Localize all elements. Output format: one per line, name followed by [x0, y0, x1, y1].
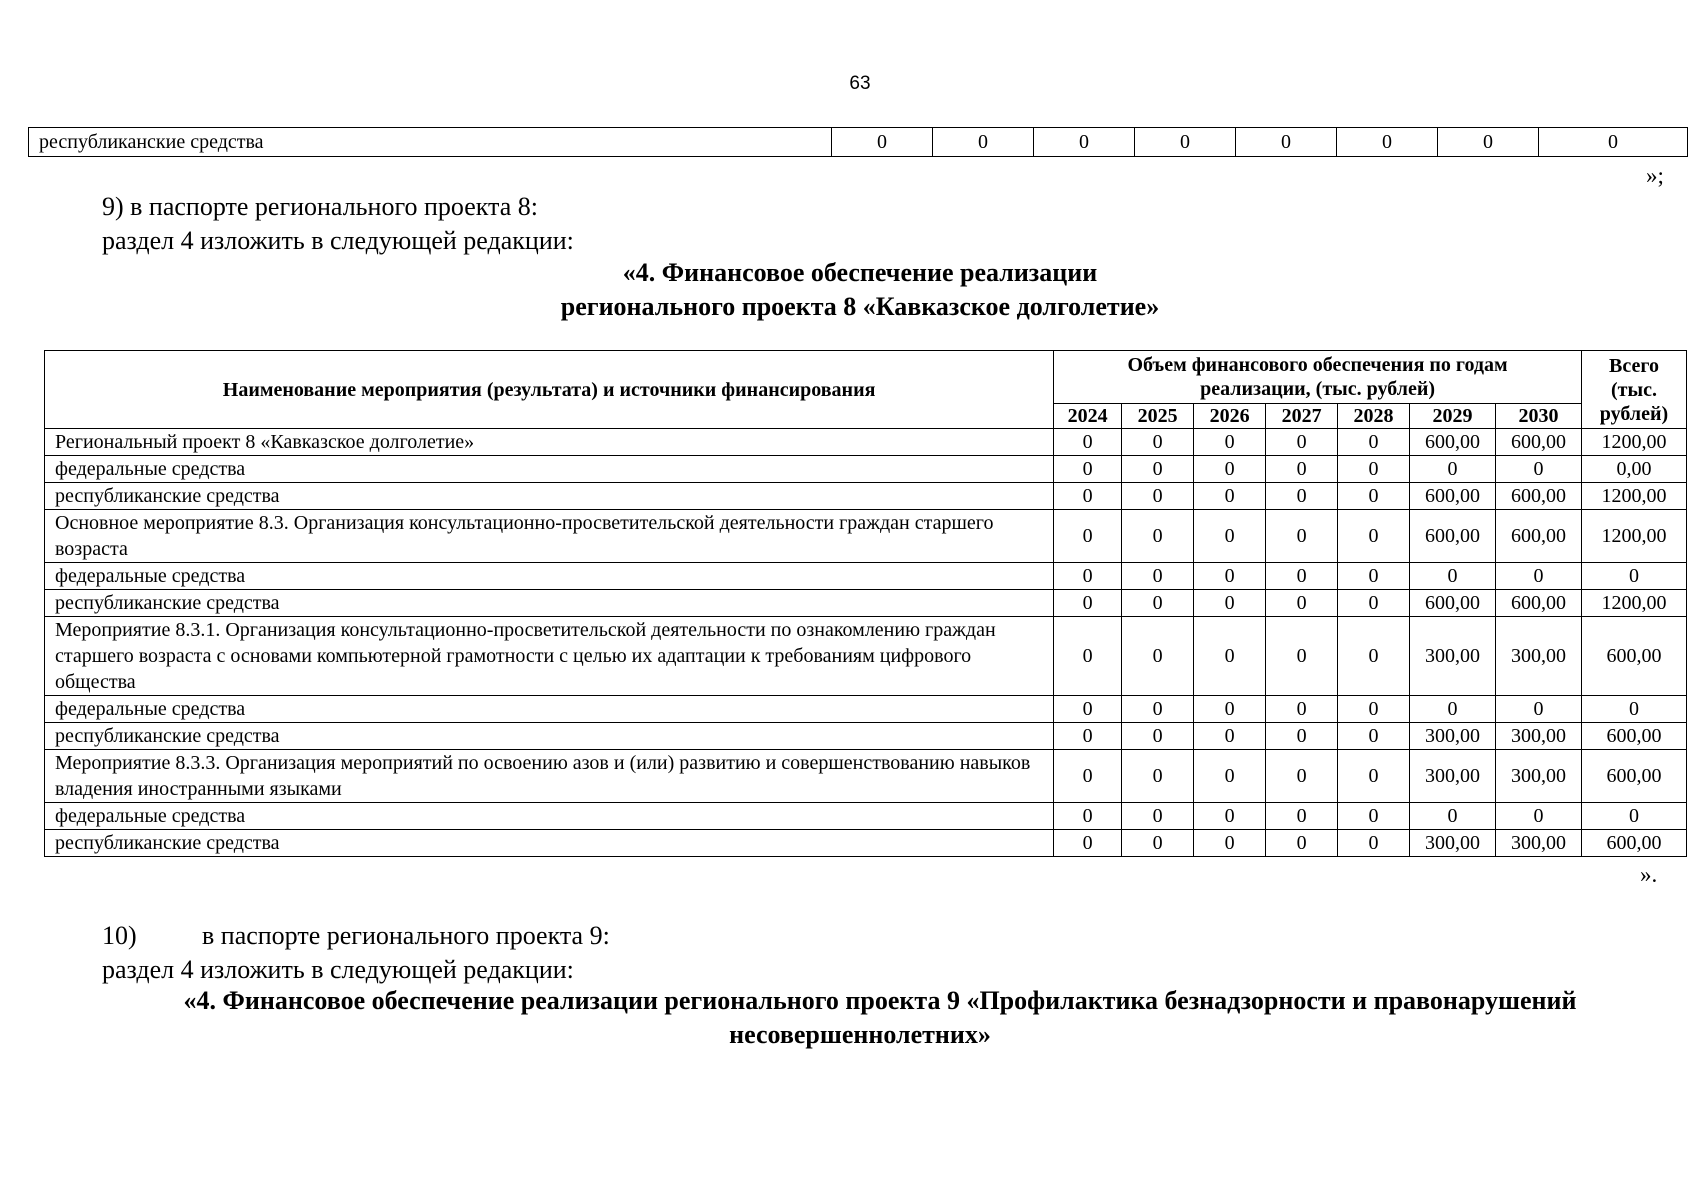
table-cell: 0 [1054, 456, 1122, 483]
table-cell: 0 [1122, 830, 1194, 857]
table-cell: 0 [1496, 803, 1582, 830]
row-name: федеральные средства [45, 696, 1054, 723]
table-cell: 0 [1054, 696, 1122, 723]
table-cell: 600,00 [1410, 590, 1496, 617]
table-cell: 0 [1122, 750, 1194, 803]
table-cell: 0 [1496, 696, 1582, 723]
table-cell: 0 [1338, 803, 1410, 830]
table-row [45, 723, 1687, 750]
table-cell: 0 [1266, 456, 1338, 483]
table-cell: 0 [1034, 128, 1135, 157]
year-header: 2030 [1496, 404, 1582, 429]
row-name: республиканские средства [45, 590, 1054, 617]
row-name: республиканские средства [45, 830, 1054, 857]
table-cell: 0 [1054, 617, 1122, 696]
financing-table [44, 350, 1687, 857]
table-row [45, 830, 1687, 857]
row-name: федеральные средства [45, 563, 1054, 590]
table-cell: 0 [1054, 429, 1122, 456]
table-cell: 0 [1266, 750, 1338, 803]
table-cell: 0 [1338, 483, 1410, 510]
table-cell: 600,00 [1581, 830, 1686, 857]
year-header: 2028 [1338, 404, 1410, 429]
paragraph-10-line1 [102, 919, 610, 953]
paragraph-10-line2: раздел 4 изложить в следующей редакции: [102, 955, 574, 984]
table-cell: 0 [1338, 617, 1410, 696]
table-cell: 600,00 [1496, 483, 1582, 510]
table-cell: 0 [1135, 128, 1236, 157]
table-cell: 0 [1337, 128, 1438, 157]
table-cell: 600,00 [1581, 723, 1686, 750]
table-cell: 600,00 [1410, 510, 1496, 563]
column-header-name: Наименование мероприятия (результата) и источники финансирования [45, 351, 1054, 429]
table-row [45, 429, 1687, 456]
table-cell: 0,00 [1581, 456, 1686, 483]
year-header: 2025 [1122, 404, 1194, 429]
table-cell: 0 [1338, 696, 1410, 723]
table-cell: 1200,00 [1581, 483, 1686, 510]
table-header-row [45, 351, 1687, 404]
table-row [45, 696, 1687, 723]
table-cell: 0 [1194, 696, 1266, 723]
table-cell: 0 [1122, 429, 1194, 456]
table-row [45, 483, 1687, 510]
table-cell: 0 [1122, 563, 1194, 590]
table-cell: 0 [1054, 483, 1122, 510]
row-name: Мероприятие 8.3.3. Организация мероприятий по освоению азов и (или) развитию и совершенствованию навыков владения иностранными языками [45, 750, 1054, 803]
column-header-total: Всего (тыс. рублей) [1581, 351, 1686, 429]
table-cell: 0 [1338, 563, 1410, 590]
row-name: Мероприятие 8.3.1. Организация консультационно-просветительской деятельности по ознакомлению граждан старшего возраста с основами компьютерной грамотности с целью их адаптации к требованиям цифрового общества [45, 617, 1054, 696]
table-cell: 300,00 [1496, 617, 1582, 696]
table-cell: 0 [832, 128, 933, 157]
table-cell: 0 [1581, 803, 1686, 830]
year-header: 2029 [1410, 404, 1496, 429]
table-row [45, 803, 1687, 830]
table-cell: 0 [1338, 590, 1410, 617]
table-cell: 0 [1410, 803, 1496, 830]
section-heading-9-line2: несовершеннолетних» [729, 1020, 991, 1049]
table-cell: 0 [1581, 563, 1686, 590]
table-cell: 0 [933, 128, 1034, 157]
table-cell: 300,00 [1410, 723, 1496, 750]
closing-quote: ». [1640, 862, 1658, 887]
row-name: республиканские средства [45, 483, 1054, 510]
closing-quote: »; [1646, 163, 1664, 188]
table-cell: 0 [1194, 456, 1266, 483]
table-cell: 0 [1496, 563, 1582, 590]
table-cell: 0 [1194, 803, 1266, 830]
table-cell: 0 [1266, 617, 1338, 696]
row-label: республиканские средства [29, 128, 832, 157]
table-cell: 0 [1496, 456, 1582, 483]
table-cell: 0 [1266, 696, 1338, 723]
paragraph-9-line2: раздел 4 изложить в следующей редакции: [102, 226, 574, 255]
table-cell: 0 [1194, 590, 1266, 617]
table-cell: 600,00 [1410, 429, 1496, 456]
table-cell: 0 [1194, 617, 1266, 696]
table-cell: 600,00 [1496, 510, 1582, 563]
row-name: федеральные средства [45, 803, 1054, 830]
paragraph-9-line1: 9) в паспорте регионального проекта 8: [102, 192, 538, 221]
table-cell: 0 [1122, 483, 1194, 510]
table-cell: 0 [1122, 617, 1194, 696]
paragraph-10-text: в паспорте регионального проекта 9: [202, 921, 610, 950]
table-cell: 600,00 [1581, 617, 1686, 696]
heading-prefix: «4 [622, 258, 649, 287]
year-header: 2026 [1194, 404, 1266, 429]
table-cell: 300,00 [1410, 830, 1496, 857]
table-cell: 0 [1194, 563, 1266, 590]
table-cell: 0 [1266, 803, 1338, 830]
table-cell: 0 [1266, 590, 1338, 617]
table-cell: 0 [1539, 128, 1688, 157]
table-row [45, 456, 1687, 483]
table-cell: 600,00 [1496, 429, 1582, 456]
table-cell: 0 [1438, 128, 1539, 157]
table-cell: 0 [1338, 510, 1410, 563]
section-heading-9: «4. Финансовое обеспечение реализации регионального проекта 9 «Профилактика безнадзорности и правонарушений [183, 986, 1577, 1015]
row-name: Основное мероприятие 8.3. Организация консультационно-просветительской деятельности граждан старшего возраста [45, 510, 1054, 563]
table-cell: 0 [1236, 128, 1337, 157]
table-cell: 300,00 [1410, 750, 1496, 803]
table-cell: 0 [1410, 456, 1496, 483]
table-cell: 300,00 [1496, 723, 1582, 750]
table-cell: 0 [1122, 696, 1194, 723]
table-cell: 0 [1122, 723, 1194, 750]
table-cell: 0 [1266, 483, 1338, 510]
table-cell: 0 [1054, 830, 1122, 857]
table-row [45, 617, 1687, 696]
table-cell: 0 [1338, 750, 1410, 803]
table-cell: 0 [1266, 563, 1338, 590]
table-cell: 600,00 [1410, 483, 1496, 510]
table-cell: 0 [1054, 590, 1122, 617]
continued-table-tail [28, 127, 1688, 157]
table-cell: 0 [1194, 510, 1266, 563]
table-cell: 300,00 [1496, 830, 1582, 857]
table-cell: 0 [1194, 750, 1266, 803]
table-row [45, 750, 1687, 803]
table-row [45, 510, 1687, 563]
table-row [29, 128, 1688, 157]
table-cell: 0 [1266, 830, 1338, 857]
table-cell: 0 [1054, 563, 1122, 590]
table-cell: 300,00 [1410, 617, 1496, 696]
column-header-volume: Объем финансового обеспечения по годам реализации, (тыс. рублей) [1054, 351, 1582, 404]
table-cell: 0 [1410, 563, 1496, 590]
table-cell: 0 [1054, 750, 1122, 803]
table-cell: 0 [1266, 723, 1338, 750]
page-number: 63 [849, 73, 871, 94]
table-cell: 0 [1338, 830, 1410, 857]
paragraph-10-number: 10) [102, 921, 137, 950]
heading-line1: . Финансовое обеспечение реализации [648, 258, 1098, 287]
table-row [45, 590, 1687, 617]
table-cell: 0 [1194, 483, 1266, 510]
table-cell: 600,00 [1496, 590, 1582, 617]
table-cell: 1200,00 [1581, 590, 1686, 617]
table-cell: 0 [1410, 696, 1496, 723]
table-cell: 0 [1194, 429, 1266, 456]
table-cell: 0 [1338, 456, 1410, 483]
year-header: 2027 [1266, 404, 1338, 429]
row-name: федеральные средства [45, 456, 1054, 483]
row-name: республиканские средства [45, 723, 1054, 750]
table-cell: 1200,00 [1581, 510, 1686, 563]
table-cell: 0 [1338, 429, 1410, 456]
table-cell: 0 [1054, 723, 1122, 750]
table-cell: 0 [1054, 803, 1122, 830]
table-cell: 0 [1122, 590, 1194, 617]
section-heading-8-line2: регионального проекта 8 «Кавказское долголетие» [560, 292, 1160, 321]
table-row [45, 563, 1687, 590]
table-cell: 600,00 [1581, 750, 1686, 803]
table-cell: 300,00 [1496, 750, 1582, 803]
table-cell: 0 [1194, 723, 1266, 750]
table-cell: 0 [1581, 696, 1686, 723]
row-name: Региональный проект 8 «Кавказское долголетие» [45, 429, 1054, 456]
table-cell: 1200,00 [1581, 429, 1686, 456]
table-cell: 0 [1266, 429, 1338, 456]
table-cell: 0 [1054, 510, 1122, 563]
year-header: 2024 [1054, 404, 1122, 429]
table-cell: 0 [1338, 723, 1410, 750]
table-cell: 0 [1122, 456, 1194, 483]
table-cell: 0 [1266, 510, 1338, 563]
table-cell: 0 [1122, 803, 1194, 830]
table-cell: 0 [1122, 510, 1194, 563]
table-cell: 0 [1194, 830, 1266, 857]
section-heading-8 [0, 256, 1697, 290]
